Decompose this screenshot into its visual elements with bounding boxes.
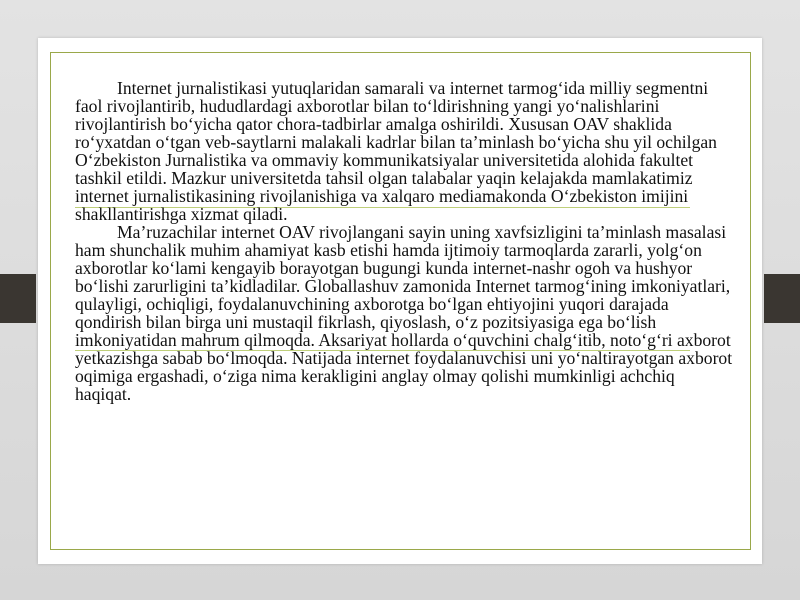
paragraph-1: Internet jurnalistikasi yutuqlaridan samarali va internet tarmog‘ida milliy segmentni faol rivojlantirib, hududlardagi axborotlar bilan to‘ldirishning yangi yo‘nalishlarini rivojlantirish bo‘yicha qator chora-tadbirlar amalga oshirildi. Xususan OAV shaklida ro‘yxatdan o‘tgan veb-saytlarni malakali kadrlar bilan ta’minlash bo‘yicha shu yil ochilgan O‘zbekiston Jurnalistika va ommaviy kommunikatsiyalar universitetida alohida fakultet tashkil etildi. Mazkur universitetda tahsil olgan talabalar yaqin kelajakda mamlakatimiz internet jurnalistikasining rivojlanishiga va xalqaro mediamakonda O‘zbekiston imijini shakllantirishga xizmat qiladi. [75, 78, 717, 224]
document-body [75, 79, 735, 403]
left-side-tab [0, 274, 36, 323]
paragraph-2: Ma’ruzachilar internet OAV rivojlangani sayin uning xavfsizligini ta’minlash masalasi ham shunchalik muhim ahamiyat kasb etishi hamda ijtimoiy tarmoqlarda zararli, yolg‘on axborotlar ko‘lami kengayib borayotgan bugungi kunda internet-nashr ogoh va hushyor bo‘lishi zarurligini ta’kidladilar. Globallashuv zamonida Internet tarmog‘ining imkoniyatlari, qulayligi, ochiqligi, foydalanuvchining axborotga bo‘lgan ehtiyojini yuqori darajada qondirish bilan birga uni mustaqil fikrlash, qiyoslash, o‘z pozitsiyasiga ega bo‘lish imkoniyatidan mahrum qilmoqda. Aksariyat hollarda o‘quvchini chalg‘itib, noto‘g‘ri axborot yetkazishga sabab bo‘lmoqda. Natijada internet foydalanuvchisi uni yo‘naltirayotgan axborot oqimiga ergashadi, o‘ziga nima kerakligini anglay olmay qolishi mumkinligi achchiq haqiqat. [75, 222, 733, 404]
right-side-tab [764, 274, 800, 323]
